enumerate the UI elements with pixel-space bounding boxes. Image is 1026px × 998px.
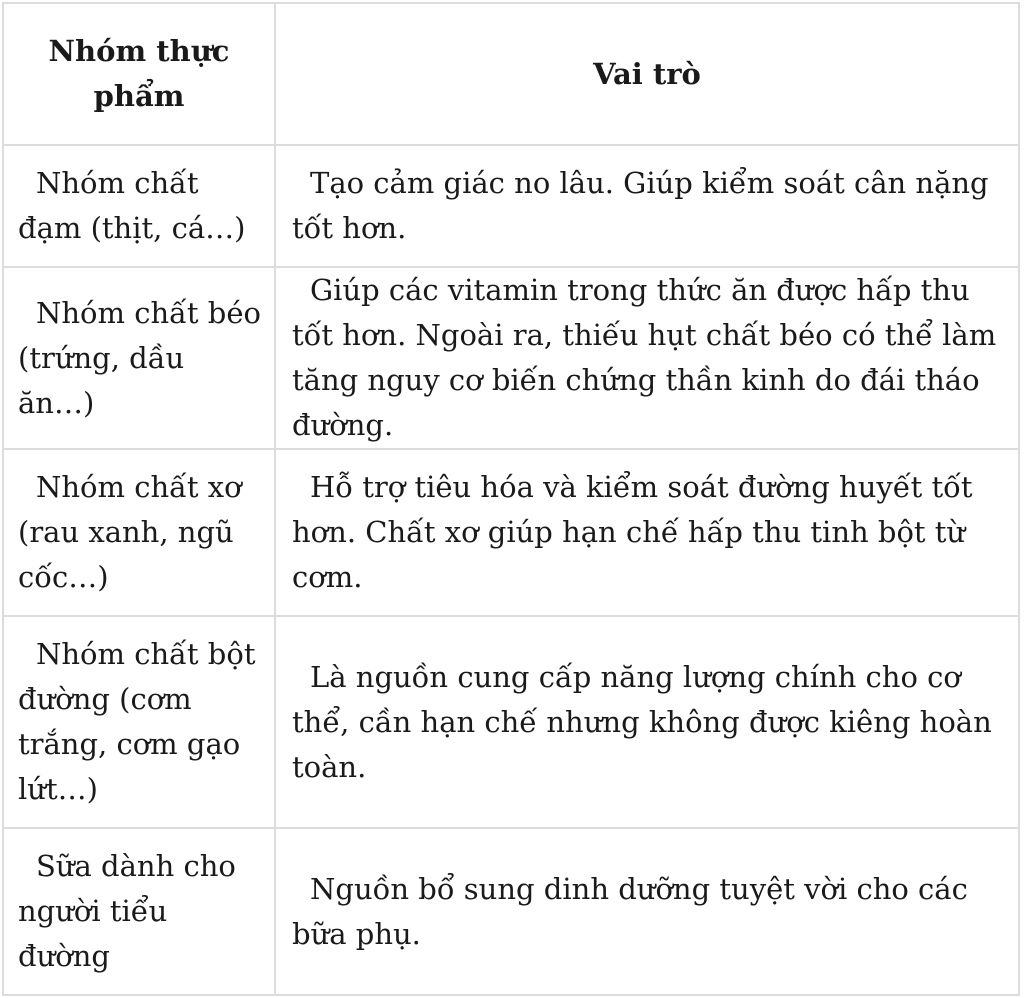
food-group-table bbox=[2, 2, 1020, 996]
food-group-cell: Nhóm chất béo (trứng, dầu ăn…) bbox=[3, 267, 275, 449]
header-role-label: Vai trò bbox=[593, 56, 701, 91]
header-food-group-label: Nhóm thực phẩm bbox=[48, 34, 230, 113]
food-group-cell: Nhóm chất đạm (thịt, cá…) bbox=[3, 145, 275, 267]
table-row bbox=[3, 145, 1019, 267]
food-group-cell: Nhóm chất xơ (rau xanh, ngũ cốc…) bbox=[3, 449, 275, 616]
food-group-cell: Nhóm chất bột đường (cơm trắng, cơm gạo lứt…) bbox=[3, 616, 275, 828]
header-row bbox=[3, 3, 1019, 145]
header-food-group bbox=[3, 3, 275, 145]
role-cell: Giúp các vitamin trong thức ăn được hấp thu tốt hơn. Ngoài ra, thiếu hụt chất béo có thể làm tăng nguy cơ biến chứng thần kinh do đái tháo đường. bbox=[275, 267, 1019, 449]
table-row bbox=[3, 267, 1019, 449]
role-cell: Tạo cảm giác no lâu. Giúp kiểm soát cân nặng tốt hơn. bbox=[275, 145, 1019, 267]
role-cell: Là nguồn cung cấp năng lượng chính cho cơ thể, cần hạn chế nhưng không được kiêng hoàn toàn. bbox=[275, 616, 1019, 828]
role-cell: Nguồn bổ sung dinh dưỡng tuyệt vời cho các bữa phụ. bbox=[275, 828, 1019, 995]
table-row bbox=[3, 616, 1019, 828]
header-role bbox=[275, 3, 1019, 145]
role-cell: Hỗ trợ tiêu hóa và kiểm soát đường huyết tốt hơn. Chất xơ giúp hạn chế hấp thu tinh bột từ cơm. bbox=[275, 449, 1019, 616]
food-group-cell: Sữa dành cho người tiểu đường bbox=[3, 828, 275, 995]
table-row bbox=[3, 828, 1019, 995]
table-header bbox=[3, 3, 1019, 145]
table-body bbox=[3, 145, 1019, 995]
table-row bbox=[3, 449, 1019, 616]
